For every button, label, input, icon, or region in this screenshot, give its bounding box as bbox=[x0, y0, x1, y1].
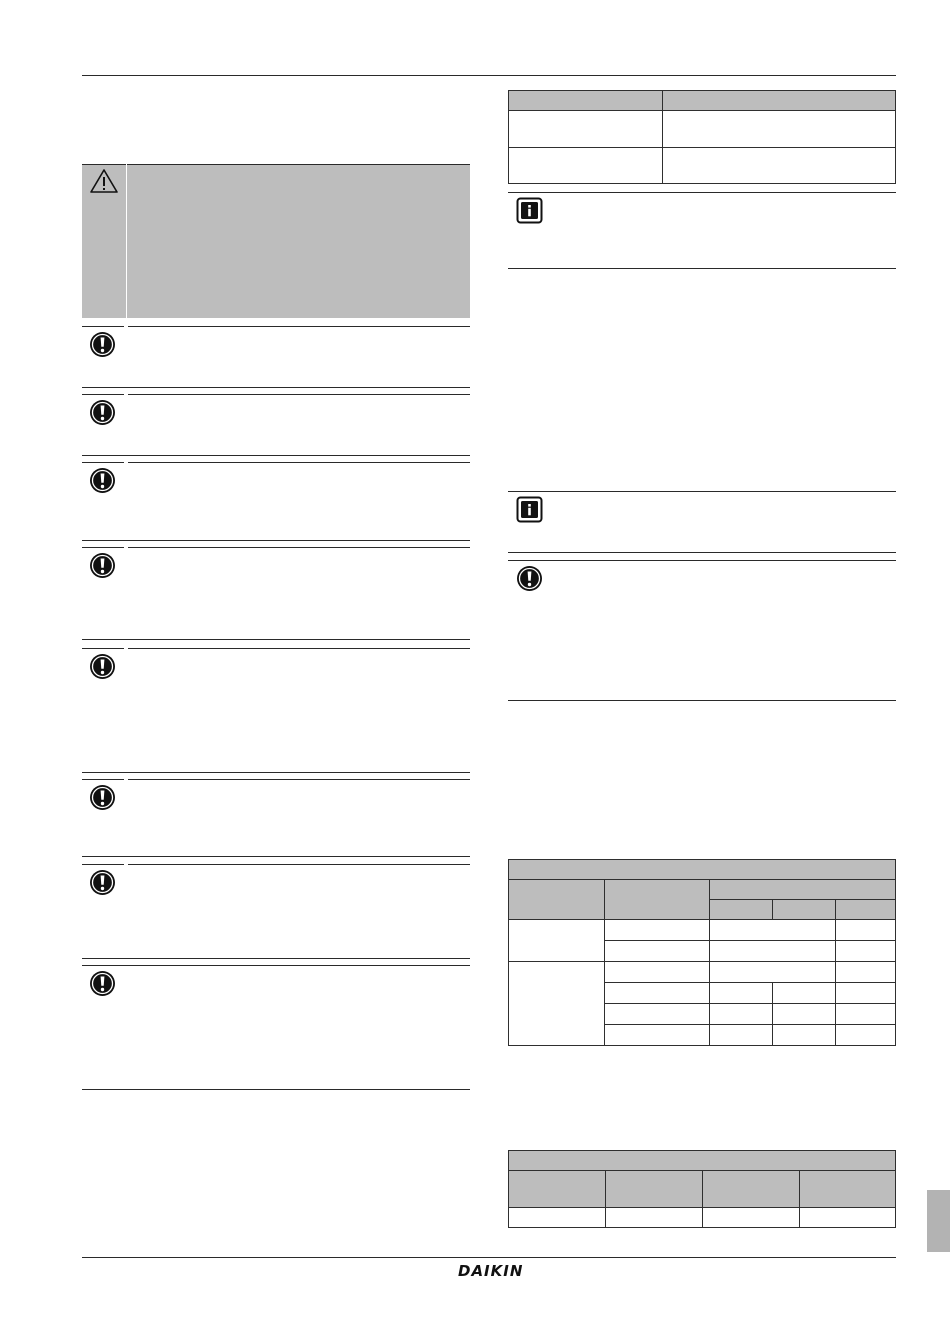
exclamation-circle-icon bbox=[89, 653, 116, 680]
exclamation-circle-icon bbox=[89, 399, 116, 426]
notice-top-rule bbox=[82, 326, 470, 327]
bottom-right-table bbox=[508, 1150, 896, 1228]
daikin-logo: DAIKIN bbox=[458, 1262, 524, 1280]
notice-top-rule bbox=[82, 394, 470, 395]
info-square-icon bbox=[516, 197, 543, 224]
notice-bottom-rule bbox=[82, 958, 470, 959]
exclamation-circle-icon bbox=[89, 970, 116, 997]
mid-right-table bbox=[508, 859, 896, 1046]
notice-bottom-rule bbox=[82, 540, 470, 541]
notice-top-rule bbox=[82, 779, 470, 780]
warning-top-rule bbox=[82, 164, 470, 165]
exclamation-circle-icon bbox=[516, 565, 543, 592]
notice-rule-gap bbox=[124, 547, 128, 548]
info-square-icon bbox=[516, 496, 543, 523]
info1-top-rule bbox=[508, 192, 896, 193]
notice-top-rule bbox=[82, 648, 470, 649]
warning-divider bbox=[126, 164, 127, 318]
notice-rule-gap bbox=[124, 462, 128, 463]
top-right-table bbox=[508, 90, 896, 184]
exclamation-circle-icon bbox=[89, 467, 116, 494]
side-section-tab bbox=[927, 1190, 950, 1252]
exclamation-circle-icon bbox=[89, 869, 116, 896]
notice-top-rule bbox=[82, 462, 470, 463]
warning-block bbox=[82, 164, 470, 318]
notice-rule-gap bbox=[124, 779, 128, 780]
notice-bottom-rule bbox=[82, 856, 470, 857]
notice-top-rule bbox=[82, 864, 470, 865]
notice-bottom-rule bbox=[82, 1089, 470, 1090]
notice-rule-gap bbox=[124, 394, 128, 395]
notice-rule-gap bbox=[124, 864, 128, 865]
exclamation-circle-icon bbox=[89, 784, 116, 811]
header-rule bbox=[82, 75, 896, 76]
notice-top-rule bbox=[82, 965, 470, 966]
info2-bottom-rule bbox=[508, 552, 896, 553]
exclamation-circle-icon bbox=[89, 552, 116, 579]
notice-rule-gap bbox=[124, 326, 128, 327]
warning-triangle-icon bbox=[89, 168, 119, 194]
info1-bottom-rule bbox=[508, 268, 896, 269]
notice-right-top-rule bbox=[508, 560, 896, 561]
exclamation-circle-icon bbox=[89, 331, 116, 358]
notice-bottom-rule bbox=[82, 639, 470, 640]
notice-bottom-rule bbox=[82, 772, 470, 773]
notice-top-rule bbox=[82, 547, 470, 548]
info2-top-rule bbox=[508, 491, 896, 492]
notice-bottom-rule bbox=[82, 455, 470, 456]
notice-bottom-rule bbox=[82, 387, 470, 388]
notice-right-bottom-rule bbox=[508, 700, 896, 701]
footer-rule bbox=[82, 1257, 896, 1258]
notice-rule-gap bbox=[124, 648, 128, 649]
